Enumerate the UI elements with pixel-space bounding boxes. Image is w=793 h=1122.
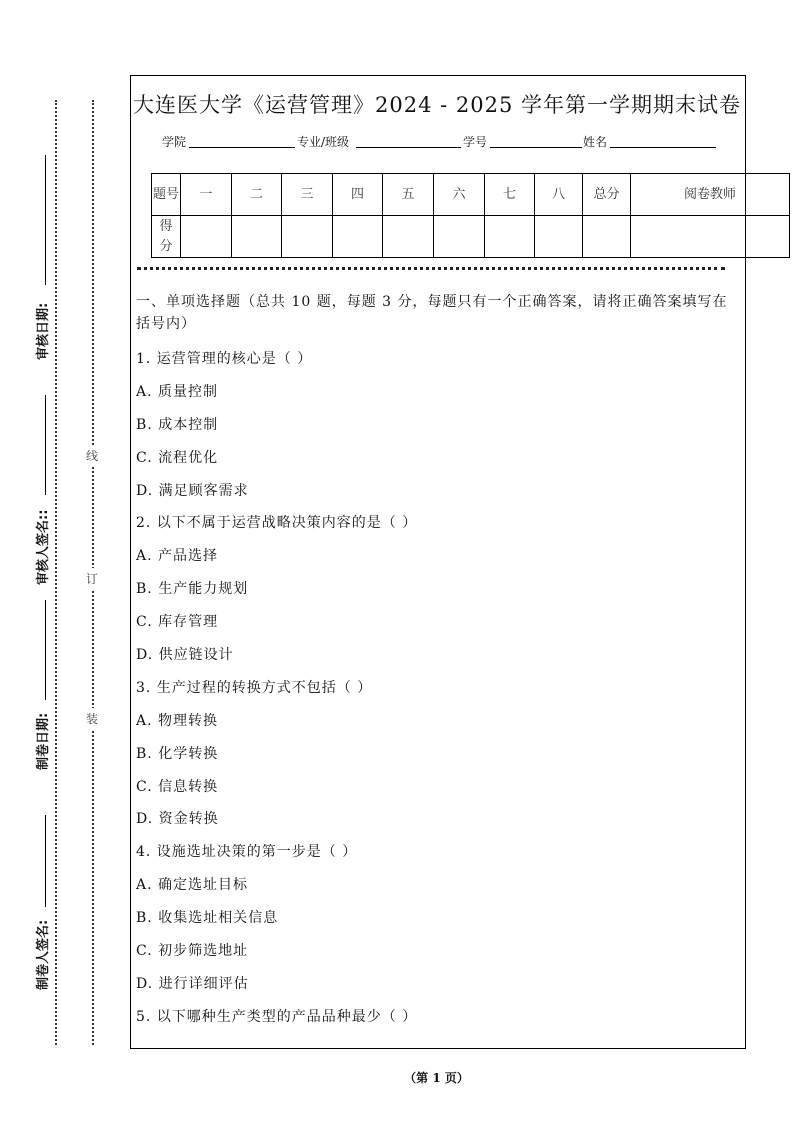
- dotted-line-outer: [55, 100, 57, 1045]
- header-label: 题号: [152, 174, 181, 216]
- col-total: 总分: [583, 174, 631, 216]
- maker-signature-label: 制卷人签名:: [36, 919, 51, 990]
- dotted-separator: [137, 267, 725, 270]
- score-cell[interactable]: [232, 216, 282, 258]
- score-cell[interactable]: [583, 216, 631, 258]
- name-field[interactable]: [610, 147, 716, 148]
- score-cell[interactable]: [485, 216, 535, 258]
- col-3: 三: [282, 174, 333, 216]
- major-field[interactable]: [356, 147, 461, 148]
- question-stem: 4. 设施选址决策的第一步是（ ）: [136, 844, 358, 861]
- questions: [136, 291, 738, 1034]
- answer-option: A. 质量控制: [136, 383, 219, 400]
- college-label: 学院: [162, 135, 187, 149]
- score-cell[interactable]: [631, 216, 790, 258]
- answer-option: D. 进行详细评估: [136, 975, 249, 992]
- score-row: [152, 216, 790, 258]
- answer-option: C. 初步筛选地址: [136, 943, 249, 960]
- answer-option: D. 供应链设计: [136, 647, 234, 664]
- col-4: 四: [333, 174, 383, 216]
- answer-option: A. 产品选择: [136, 548, 219, 565]
- question-stem: 2. 以下不属于运营战略决策内容的是（ ）: [136, 515, 418, 532]
- answer-option: B. 生产能力规划: [136, 581, 249, 598]
- answer-option: A. 确定选址目标: [136, 877, 249, 894]
- answer-option: C. 信息转换: [136, 778, 219, 795]
- answer-option: A. 物理转换: [136, 712, 219, 729]
- question-stem: 1. 运营管理的核心是（ ）: [136, 351, 313, 367]
- review-date-label: 审核日期:: [36, 302, 51, 360]
- answer-option: D. 满足顾客需求: [136, 482, 249, 499]
- student-id-field[interactable]: [490, 147, 582, 148]
- maker-date-label: 制卷日期:: [36, 712, 51, 770]
- student-id-label: 学号: [463, 135, 488, 149]
- section-heading: 一、单项选择题（总共 10 题，每题 3 分，每题只有一个正确答案，请将正确答案填写在括号内）: [136, 294, 728, 332]
- review-date-line: [45, 155, 46, 285]
- reviewer-signature-line: [45, 395, 46, 495]
- table-header-row: [152, 174, 790, 216]
- answer-option: B. 成本控制: [136, 416, 219, 433]
- score-label: 得分: [152, 216, 181, 258]
- col-8: 八: [535, 174, 583, 216]
- col-grader: 阅卷教师: [631, 174, 790, 216]
- binding-char-xian: 线: [86, 445, 98, 466]
- score-cell[interactable]: [434, 216, 485, 258]
- maker-signature-line: [45, 815, 46, 907]
- college-field[interactable]: [189, 147, 295, 148]
- exam-title: 大连医大学《运营管理》2024 - 2025 学年第一学期期末试卷: [132, 93, 741, 117]
- col-1: 一: [181, 174, 232, 216]
- col-2: 二: [232, 174, 282, 216]
- major-label: 专业/班级: [297, 135, 350, 149]
- col-6: 六: [434, 174, 485, 216]
- score-table: [151, 173, 790, 258]
- question-stem: 3. 生产过程的转换方式不包括（ ）: [136, 679, 373, 696]
- answer-option: C. 库存管理: [136, 614, 219, 631]
- col-7: 七: [485, 174, 535, 216]
- score-cell[interactable]: [535, 216, 583, 258]
- name-label: 姓名: [583, 135, 608, 149]
- answer-option: B. 收集选址相关信息: [136, 910, 279, 927]
- col-5: 五: [383, 174, 434, 216]
- score-cell[interactable]: [181, 216, 232, 258]
- answer-option: C. 流程优化: [136, 449, 219, 466]
- page-number: （第 1 页）: [404, 1071, 469, 1085]
- binding-char-ding: 订: [86, 568, 98, 589]
- score-cell[interactable]: [282, 216, 333, 258]
- binding-char-zhuang: 装: [86, 708, 98, 729]
- maker-date-line: [45, 600, 46, 700]
- answer-option: D. 资金转换: [136, 811, 219, 828]
- question-stem: 5. 以下哪种生产类型的产品品种最少（ ）: [136, 1008, 418, 1025]
- score-cell[interactable]: [333, 216, 383, 258]
- answer-option: B. 化学转换: [136, 745, 219, 762]
- score-cell[interactable]: [383, 216, 434, 258]
- reviewer-signature-label: 审核人签名::: [36, 509, 51, 585]
